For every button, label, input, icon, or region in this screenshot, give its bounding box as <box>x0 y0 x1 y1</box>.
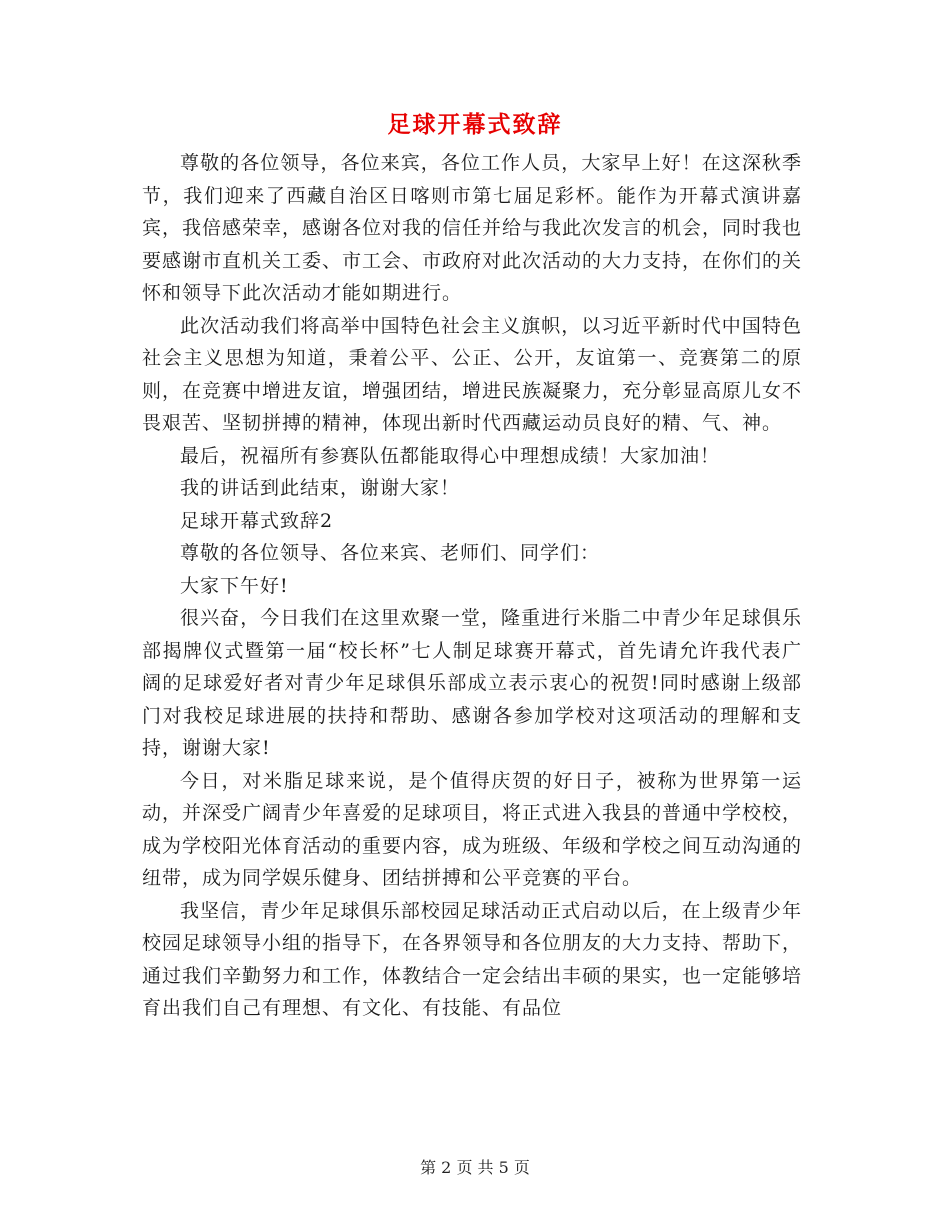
paragraph: 很兴奋，今日我们在这里欢聚一堂，隆重进行米脂二中青少年足球俱乐部揭牌仪式暨第一届“校长杯”七人制足球赛开幕式，首先请允许我代表广阔的足球爱好者对青少年足球俱乐部成立表示衷心的祝贺!同时感谢上级部门对我校足球进展的扶持和帮助、感谢各参加学校对这项活动的理解和支持，谢谢大家! <box>142 607 802 759</box>
page-number-text: 第 2 页 共 5 页 <box>420 1158 530 1177</box>
page-number-footer <box>0 1155 950 1178</box>
paragraph: 最后，祝福所有参赛队伍都能取得心中理想成绩！大家加油！ <box>180 444 721 467</box>
document-body <box>142 147 802 1025</box>
paragraph: 今日，对米脂足球来说，是个值得庆贺的好日子，被称为世界第一运动，并深受广阔青少年喜爱的足球项目，将正式进入我县的普通中学校校，成为学校阳光体育活动的重要内容，成为班级、年级和学校之间互动沟通的纽带，成为同学娱乐健身、团结拼搏和公平竞赛的平台。 <box>142 769 803 889</box>
paragraph: 我的讲话到此结束，谢谢大家！ <box>180 477 461 499</box>
paragraph: 我坚信，青少年足球俱乐部校园足球活动正式启动以后，在上级青少年校园足球领导小组的指导下，在各界领导和各位朋友的大力支持、帮助下，通过我们辛勤努力和工作，体教结合一定会结出丰硕的果实，也一定能够培育出我们自己有理想、有文化、有技能、有品位 <box>142 899 803 1019</box>
paragraph: 尊敬的各位领导、各位来宾、老师们、同学们： <box>180 542 601 564</box>
document-title: 足球开幕式致辞 <box>387 111 563 138</box>
paragraph: 此次活动我们将高举中国特色社会主义旗帜，以习近平新时代中国特色社会主义思想为知道，秉着公平、公正、公开，友谊第一、竞赛第二的原则，在竞赛中增进友谊，增强团结，增进民族凝聚力，充分彰显高原儿女不畏艰苦、坚韧拼搏的精神，体现出新时代西藏运动员良好的精、气、神。 <box>142 314 803 434</box>
paragraph: 大家下午好! <box>180 574 289 597</box>
paragraph: 尊敬的各位领导，各位来宾，各位工作人员，大家早上好！在这深秋季节，我们迎来了西藏自治区日喀则市第七届足彩杯。能作为开幕式演讲嘉宾，我倍感荣幸，感谢各位对我的信任并给与我此次发言的机会，同时我也要感谢市直机关工委、市工会、市政府对此次活动的大力支持，在你们的关怀和领导下此次活动才能如期进行。 <box>142 152 803 304</box>
section-heading: 足球开幕式致辞2 <box>180 509 334 532</box>
